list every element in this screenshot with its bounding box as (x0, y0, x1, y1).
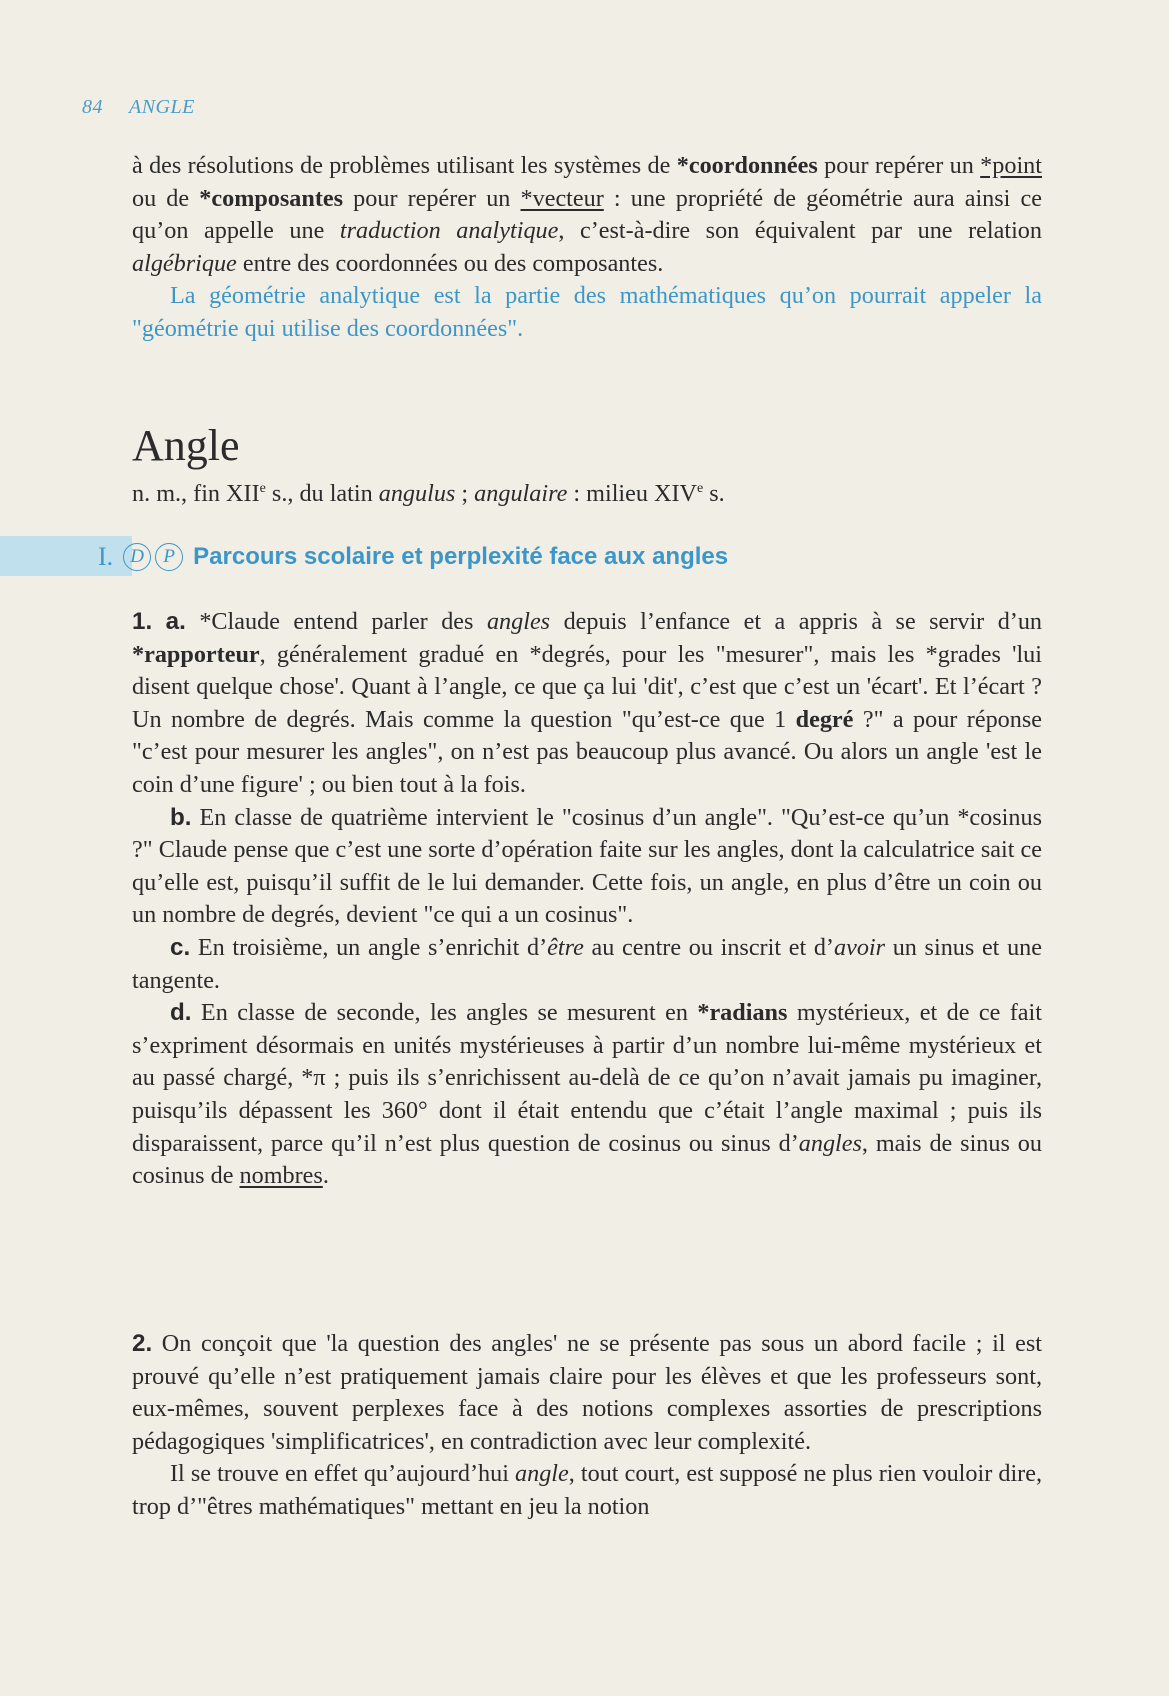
item-letter: b. (170, 803, 192, 831)
term-radians: *radians (697, 999, 788, 1027)
paragraph-1a (132, 606, 1042, 802)
term-avoir: avoir (833, 933, 886, 961)
page-number: 84 (82, 96, 103, 118)
text-run: On conçoit que 'la question des angles' ne se présente pas sous un abord facile ; il est prouvé qu’elle n’est pratiquement jamais claire pour les élèves et que les professeurs sont, eux-mêmes, souvent perplexes face à des notions complexes assorties de prescriptions pédagogiques 'simplificatrices', en contradiction avec leur complexité. (132, 1330, 1042, 1455)
text-run: : une propriété de géométrie aura ainsi ce qu’on appelle une (132, 184, 1042, 245)
text-run: En troisième, un angle s’enrichit d’ (190, 933, 548, 961)
item-letter: d. (170, 999, 192, 1027)
text-run: depuis l’enfance et a appris à se servir d’un (550, 608, 1043, 635)
term-angulus: angulus (378, 480, 456, 507)
item-letter: a. (165, 608, 186, 635)
paragraph-1d (132, 997, 1042, 1193)
section-number: I. (98, 542, 114, 571)
section-1-text (132, 606, 1042, 1193)
text-run: entre des coordonnées ou des composantes. (236, 249, 664, 277)
text-run: s., du latin (265, 480, 379, 507)
text-run: à des résolutions de problèmes utilisant les systèmes de (132, 152, 677, 179)
term-etre: être (547, 933, 584, 961)
pedagogic-badge-icon: P (155, 543, 183, 571)
item-number: 1. (132, 608, 153, 635)
entry-title: Angle (132, 421, 240, 470)
text-run: , mais de sinus ou cosinus de (132, 1129, 1042, 1190)
text-run: Il se trouve en effet qu’aujourd’hui (170, 1460, 515, 1488)
text-run: ; (455, 480, 475, 507)
text-run: n. m., fin XII (132, 480, 260, 507)
etymology (132, 480, 725, 508)
text-run: s. (703, 480, 725, 507)
term-degre: degré (795, 705, 854, 733)
text-run: pour repérer un (343, 184, 521, 212)
superscript: e (259, 481, 266, 496)
didactic-badge-icon: D (123, 543, 151, 571)
paragraph-1b (132, 802, 1042, 932)
text-run: En classe de seconde, les angles se mesurent en (191, 999, 698, 1027)
section-title: Parcours scolaire et perplexité face aux angles (193, 543, 729, 570)
text-run: , tout court, est supposé ne plus rien vouloir dire, trop d’"êtres mathématiques" mettant en jeu la notion (132, 1460, 1042, 1520)
text-run: , c’est-à-dire son équivalent par une relation (558, 217, 1042, 245)
intro-paragraph-1 (132, 150, 1042, 280)
paragraph-2-continued (132, 1458, 1042, 1523)
running-head-word: ANGLE (129, 96, 195, 118)
term-angle: angle (515, 1460, 569, 1488)
paragraph-2 (132, 1328, 1042, 1458)
text-run: *Claude entend parler des (185, 608, 487, 635)
text-run: . (322, 1162, 329, 1190)
text-run: au centre ou inscrit et d’ (583, 933, 834, 961)
superscript: e (697, 481, 704, 496)
term-angles: angles (486, 608, 551, 635)
item-number: 2. (132, 1330, 153, 1357)
term-vecteur: *vecteur (520, 184, 604, 212)
term-algebrique: algébrique (132, 249, 237, 277)
term-point: *point (980, 152, 1042, 179)
term-nombres: nombres (239, 1162, 323, 1190)
text-run: En classe de quatrième intervient le "cosinus d’un angle". "Qu’est-ce qu’un *cosinus ?" Claude pense que c’est une sorte d’opération faite sur les angles, dont la calculatrice sait ce qu’elle est, puisqu’il suffit de le lui demander. Cette fois, un angle, en plus d’être un coin ou un nombre de degrés, devient "ce qui a un cosinus". (132, 803, 1042, 929)
text-run: un sinus et une tangente. (132, 933, 1042, 994)
section-2-text (132, 1328, 1042, 1524)
text-run: : milieu XIV (567, 480, 697, 507)
intro-text (132, 150, 1042, 346)
paragraph-1c (132, 932, 1042, 997)
term-rapporteur: *rapporteur (132, 640, 260, 668)
text-run: pour repérer un (817, 152, 981, 179)
term-coordonnees: *coordonnées (676, 152, 818, 179)
text-run: mystérieux, et de ce fait s’expriment désormais en unités mystérieuses à partir d’un nombre lui-même mystérieux et au passé chargé, *π ; puis ils s’enrichissent au-delà de ce qu’on n’avait jamais pu imaginer, puisqu’ils dépassent les 360° dont il était entendu que c’était l’angle maximal ; puis ils disparaissent, parce qu’il n’est plus question de cosinus ou sinus d’ (132, 999, 1042, 1157)
term-composantes: *composantes (199, 184, 344, 212)
term-traduction-analytique: traduction analytique (339, 217, 559, 245)
item-letter: c. (170, 933, 191, 961)
text-run: ou de (132, 184, 200, 212)
term-angulaire: angulaire (474, 480, 568, 507)
section-heading (98, 540, 728, 574)
term-angles: angles (798, 1129, 862, 1157)
intro-paragraph-2: La géométrie analytique est la partie des mathématiques qu’on pourrait appeler la "géométrie qui utilise des coordonnées". (132, 282, 1042, 342)
text-run: , généralement gradué en *degrés, pour les "mesurer", mais les *grades 'lui disent quelque chose'. Quant à l’angle, ce que ça lui 'dit', c’est que c’est un 'écart'. Et l’écart ? Un nombre de degrés. Mais comme la question "qu’est-ce que 1 (132, 640, 1042, 733)
text-run: ?" a pour réponse "c’est pour mesurer les angles", on n’est pas beaucoup plus avancé. Ou alors un angle 'est le coin d’une figure' ; ou bien tout à la fois. (132, 705, 1043, 798)
running-head (82, 96, 195, 119)
